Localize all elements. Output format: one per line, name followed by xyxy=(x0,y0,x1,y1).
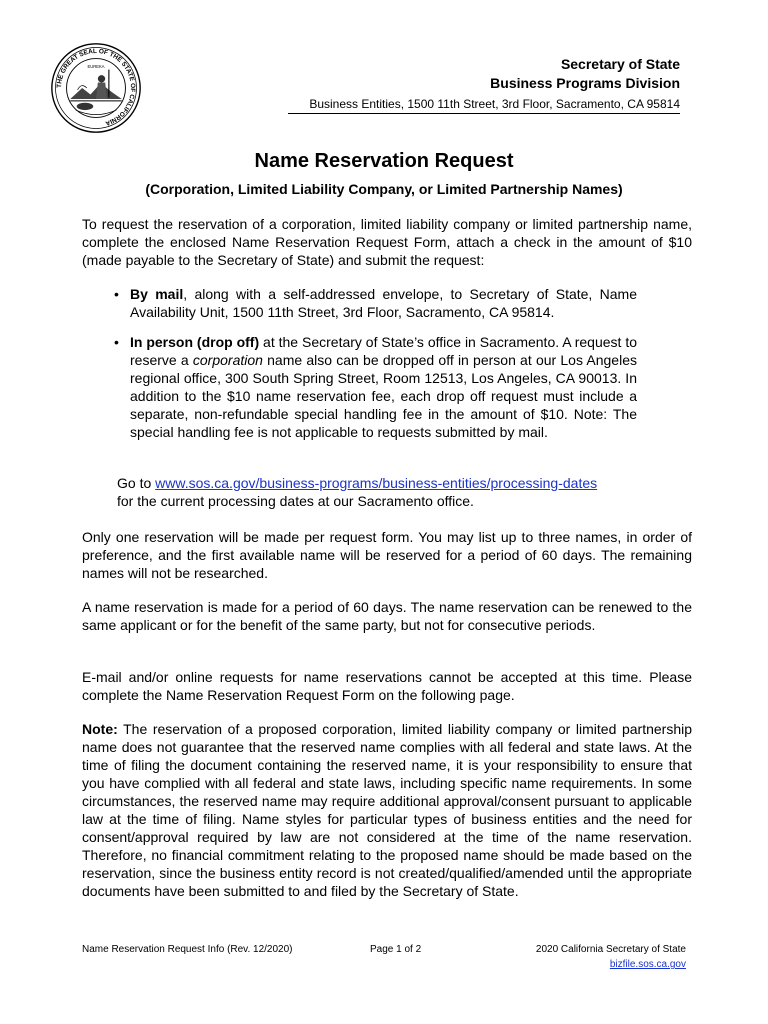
state-seal-logo xyxy=(50,42,142,134)
footer-right xyxy=(536,942,686,972)
note-label: Note: xyxy=(82,721,118,737)
in-person-emphasis: corporation xyxy=(192,352,263,368)
paragraph-one-reservation: Only one reservation will be made per request form. You may list up to three names, in order of preference, and the first available name will be reserved for a period of 60 days. The remaining names will not be researched. xyxy=(82,529,692,581)
paragraph-renewal: A name reservation is made for a period of 60 days. The name reservation can be renewed to the same applicant or for the benefit of the same party, but not for consecutive periods. xyxy=(82,599,692,633)
page-title: Name Reservation Request xyxy=(254,150,514,172)
office-name: Secretary of State xyxy=(560,56,680,72)
footer-copyright: 2020 California Secretary of State xyxy=(535,944,686,955)
office-address: Business Entities, 1500 11th Street, 3rd Floor, Sacramento, CA 95814 xyxy=(309,97,680,111)
footer-site-link[interactable]: bizfile.sos.ca.gov xyxy=(609,959,686,970)
processing-dates-link[interactable]: www.sos.ca.gov/business-programs/business-entities/processing-dates xyxy=(155,475,598,491)
list-item-in-person xyxy=(112,333,637,441)
processing-dates-note xyxy=(117,474,677,510)
intro-paragraph: To request the reservation of a corporation, limited liability company or limited partnership name, complete the enclosed Name Reservation Request Form, attach a check in the amount of $10 (made payable to the Secretary of State) and submit the request: xyxy=(82,216,692,268)
by-mail-text: , along with a self-addressed envelope, to Secretary of State, Name Availability Unit, 1500 11th Street, 3rd Floor, Sacramento, CA 95814. xyxy=(130,286,637,320)
note-text: The reservation of a proposed corporation, limited liability company or limited partnership name does not guarantee that the reserved name complies with all federal and state laws. At the time of filing the document containing the reserved name, it is your responsibility to ensure that you have complied with all federal and state laws, including specific name requirements. In some circumstances, the reserved name may require additional approval/consent pursuant to applicable law at the time of filing. Name styles for particular types of business entities and the need for consent/approval required by law are not considered at the time of the name reservation. Therefore, no financial commitment relating to the proposed name should be made based on the reservation, since the business entity record is not created/qualified/amended until the appropriate documents have been submitted to and filed by the Secretary of State. xyxy=(82,721,692,899)
by-mail-label: By mail xyxy=(130,286,184,302)
in-person-label: In person (drop off) xyxy=(130,334,260,350)
division-name: Business Programs Division xyxy=(490,75,680,91)
seal-text: THE GREAT SEAL OF THE STATE OF CALIFORNIA xyxy=(55,48,137,127)
seal-motto: EUREKA xyxy=(87,63,105,69)
footer-page-number: Page 1 of 2 xyxy=(370,944,422,955)
goto-prefix: Go to xyxy=(117,475,156,491)
submission-methods-list xyxy=(112,285,637,453)
header-block xyxy=(309,55,680,113)
paragraph-online-requests: E-mail and/or online requests for name reservations cannot be accepted at this time. Please complete the Name Reservation Request Form on the following page. xyxy=(82,669,692,703)
note-paragraph xyxy=(82,720,692,900)
list-item-by-mail xyxy=(112,285,637,321)
footer-form-info: Name Reservation Request Info (Rev. 12/2020) xyxy=(82,944,293,955)
goto-suffix: for the current processing dates at our Sacramento office. xyxy=(117,493,474,509)
header-divider xyxy=(288,113,680,114)
in-person-text-before: at the Secretary of State’s office in Sacramento. A request to reserve a xyxy=(130,334,637,368)
page-subtitle: (Corporation, Limited Liability Company, or Limited Partnership Names) xyxy=(145,181,623,197)
in-person-text-after: name also can be dropped off in person at our Los Angeles regional office, 300 South Spring Street, Room 12513, Los Angeles, CA 90013. In addition to the $10 name reservation fee, each drop off request must include a separate, non-refundable special handling fee in the amount of $10. Note: The special handling fee is not applicable to requests submitted by mail. xyxy=(130,352,637,440)
